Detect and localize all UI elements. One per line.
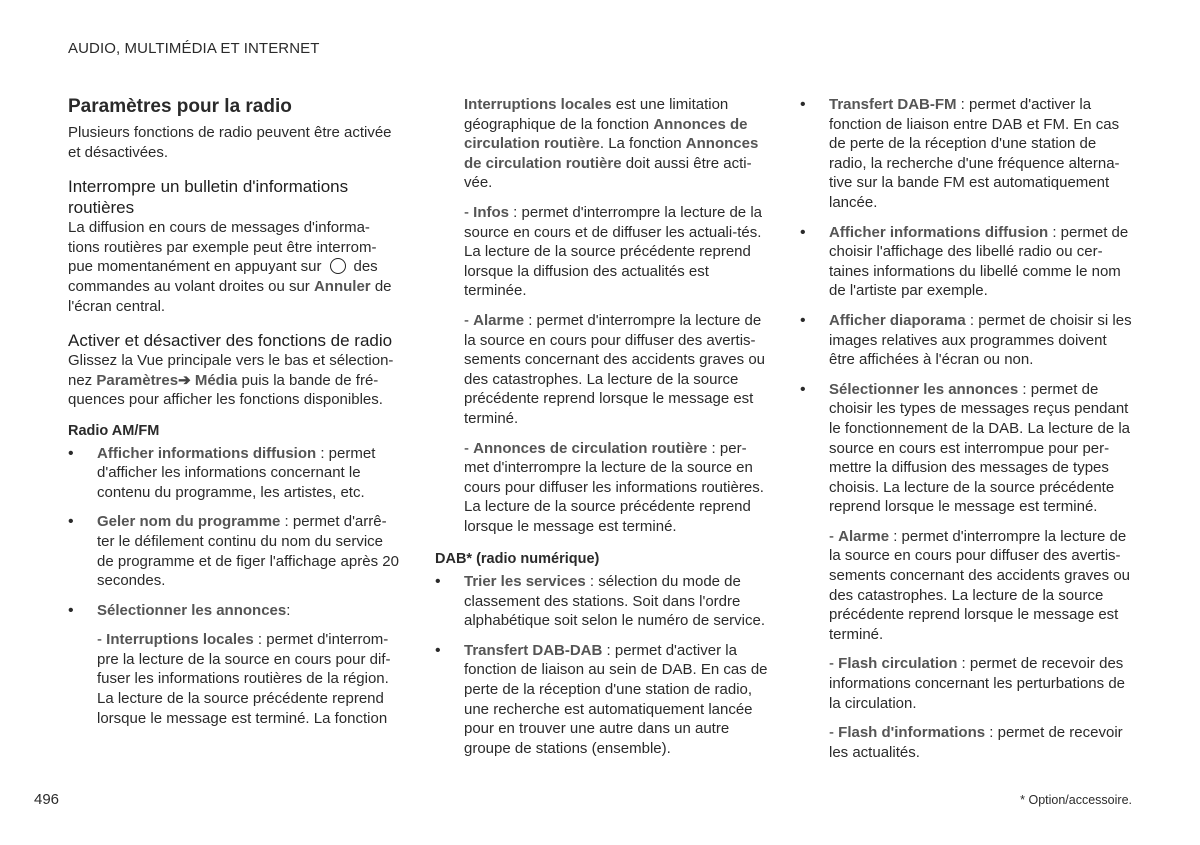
dab-list-continued	[800, 95, 1135, 762]
list-item-text: : sélection du mode de classement des stations. Soit dans l'ordre alphabétique soit selon le numéro de service.	[464, 573, 766, 630]
sub-item-text: : permet d'interrom-pre la lecture de la source en cours pour dif-fuser les informations routières de la région. La lecture de la source précédente reprend lorsque le message est terminé. La fonction	[97, 631, 391, 727]
list-item	[68, 512, 400, 590]
list-item	[800, 311, 1135, 370]
dash: -	[97, 631, 107, 649]
list-item-label: Geler nom du programme	[97, 513, 281, 531]
media-label: Média	[194, 371, 238, 389]
page-title: Paramètres pour la radio	[68, 96, 292, 117]
list-item-label: Sélectionner les annonces	[97, 601, 287, 619]
interrupt-text-1: La diffusion en cours de messages d'informa-tions routières par exemple peut être interrom-pue momentanément en appuyant sur	[68, 219, 377, 276]
list-item-text: : permet d'activer la fonction de liaison au sein de DAB. En cas de perte de la réception d'une station de radio, une recherche est automatiquement lancée pour en trouver une autre dans un autre groupe de stations (ensemble).	[464, 641, 768, 757]
text: doit aussi être acti-vée.	[464, 154, 752, 192]
dab-heading: DAB* (radio numérique)	[435, 551, 600, 568]
sub-item-label: Flash d'informations	[838, 724, 986, 742]
list-item	[68, 601, 400, 729]
list-item-text: : permet de choisir les types de messages reçus pendant le fonctionnement de la DAB. La lecture de la source en cours est interrompue pour per-mettre la diffusion des messages de types choisis. La lecture de la source précédente reprend lorsque le message est terminé.	[829, 380, 1131, 516]
section-heading-interrupt: Interrompre un bulletin d'informations routières	[68, 177, 349, 218]
sub-item-label: Annonces de circulation routière	[473, 439, 708, 457]
column-left	[68, 95, 400, 738]
intro-text: Plusieurs fonctions de radio peuvent être activée et désactivées.	[68, 124, 392, 161]
list-item	[68, 444, 400, 503]
sub-item-text: : per-met d'interrompre la lecture de la source en cours pour diffuser les informations routières. La lecture de la source précédente reprend lorsque le message est terminé.	[464, 439, 764, 535]
interruptions-label: Interruptions locales	[464, 96, 612, 113]
page-number: 496	[34, 791, 60, 808]
list-item	[800, 223, 1135, 301]
annuler-label: Annuler	[313, 277, 371, 295]
sub-item-label: Alarme	[473, 311, 525, 329]
sub-item-flash-informations: - Flash d'informations : permet de recevoir les actualités.	[829, 724, 1123, 761]
am-fm-heading: Radio AM/FM	[68, 422, 160, 439]
interruptions-paragraph	[464, 95, 771, 193]
sub-item-infos: - Infos : permet d'interrompre la lecture de la source en cours et de diffuser les actuali-tés. La lecture de la source précédente reprend lorsque la diffusion des actualités est terminée.	[464, 203, 762, 300]
sub-item-annonces: - Annonces de circulation routière : per-met d'interrompre la lecture de la source en cours pour diffuser les informations routières. La lecture de la source précédente reprend lorsque le message est terminé.	[464, 439, 764, 535]
activate-text-2: puis la bande de fré-quences pour afficher les fonctions disponibles.	[68, 371, 383, 409]
sub-item-alarme: - Alarme : permet d'interrompre la lecture de la source en cours pour diffuser des avertis-sements concernant des accidents graves ou des catastrophes. La lecture de la source précédente reprend lorsque le message est terminé.	[464, 311, 766, 427]
text: est une limitation géographique de la fonction	[464, 96, 729, 133]
list-item-text: : permet d'activer la fonction de liaison entre DAB et FM. En cas de perte de la réception d'une station de radio, la recherche d'une fréquence alterna-tive sur la bande FM est automatiquement lancée.	[829, 96, 1120, 211]
text: . La fonction	[599, 135, 686, 153]
interrupt-text-2: des commandes au volant droites ou sur	[68, 258, 378, 295]
list-item	[435, 572, 771, 631]
sub-item-label: Alarme	[838, 527, 890, 545]
sub-item-text: : permet d'interrompre la lecture de la source en cours et de diffuser les actuali-tés. La lecture de la source précédente reprend lorsque la diffusion des actualités est terminée.	[464, 203, 762, 300]
annonces-label: Annonces de circulation routière	[464, 135, 759, 172]
activate-text-1: Glissez la Vue principale vers le bas et sélection-nez	[68, 352, 394, 389]
list-item-label: Afficher diaporama	[829, 311, 966, 329]
sub-item-text: : permet de recevoir les actualités.	[829, 724, 1123, 761]
sub-item-alarme: - Alarme : permet d'interrompre la lecture de la source en cours pour diffuser des avertis-sements concernant des accidents graves ou des catastrophes. La lecture de la source précédente reprend lorsque le message est terminé.	[829, 527, 1131, 643]
sub-item-label: Interruptions locales	[106, 631, 254, 649]
dab-list	[435, 572, 771, 758]
column-right	[800, 95, 1135, 772]
interrupt-paragraph	[68, 218, 400, 316]
list-item-label: Afficher informations diffusion	[97, 444, 317, 462]
list-item-text: : permet de choisir si les images relatives aux programmes doivent être affichées à l'écran ou non.	[829, 311, 1132, 369]
list-item	[800, 380, 1135, 763]
sub-item-text: : permet de recevoir des informations concernant les perturbations de la circulation.	[829, 655, 1126, 712]
list-item-label: Transfert DAB-FM	[829, 96, 957, 113]
sub-item-label: Infos	[473, 203, 510, 221]
list-item-text: : permet de choisir l'affichage des libellé radio ou cer-taines informations du libellé comme le nom de l'artiste par exemple.	[829, 223, 1129, 300]
list-item	[435, 641, 771, 759]
list-item	[800, 95, 1135, 213]
parametres-label: Paramètres	[96, 371, 179, 389]
interruptions-continued	[435, 95, 771, 536]
section-header: AUDIO, MULTIMÉDIA ET INTERNET	[68, 40, 320, 57]
activate-paragraph	[68, 351, 400, 410]
footnote: * Option/accessoire.	[1020, 793, 1132, 807]
section-heading-activate: Activer et désactiver des fonctions de radio	[68, 331, 393, 351]
sub-item-text: : permet d'interrompre la lecture de la source en cours pour diffuser des avertis-sements concernant des accidents graves ou des catastrophes. La lecture de la source précédente reprend lorsque le message est terminé.	[464, 311, 766, 427]
list-item-text: : permet d'arrê-ter le défilement continu du nom du service de programme et de figer l'affichage après 20 secondes.	[97, 513, 399, 590]
list-item-label: Sélectionner les annonces	[829, 380, 1019, 398]
list-item-label: Transfert DAB-DAB	[464, 641, 603, 659]
sub-item-text: : permet d'interrompre la lecture de la source en cours pour diffuser des avertis-sements concernant des accidents graves ou des catastrophes. La lecture de la source précédente reprend lorsque le message est terminé.	[829, 527, 1131, 643]
sub-item-label: Flash circulation	[838, 655, 958, 673]
circle-button-icon	[330, 258, 346, 274]
sub-item-interruptions	[97, 630, 400, 728]
list-item-label: Afficher informations diffusion	[829, 223, 1049, 241]
arrow-right-icon: ➔	[178, 371, 191, 389]
list-item-text: : permet d'afficher les informations concernant le contenu du programme, les artistes, etc.	[97, 444, 376, 501]
list-item-text: :	[286, 601, 291, 619]
am-fm-list	[68, 444, 400, 729]
column-middle	[435, 95, 771, 768]
sub-item-flash-circulation: - Flash circulation : permet de recevoir des informations concernant les perturbations de la circulation.	[829, 655, 1126, 712]
annonces-label: Annonces de circulation routière	[464, 115, 748, 153]
list-item-label: Trier les services	[464, 573, 586, 591]
interrupt-text-3: de l'écran central.	[68, 277, 392, 315]
